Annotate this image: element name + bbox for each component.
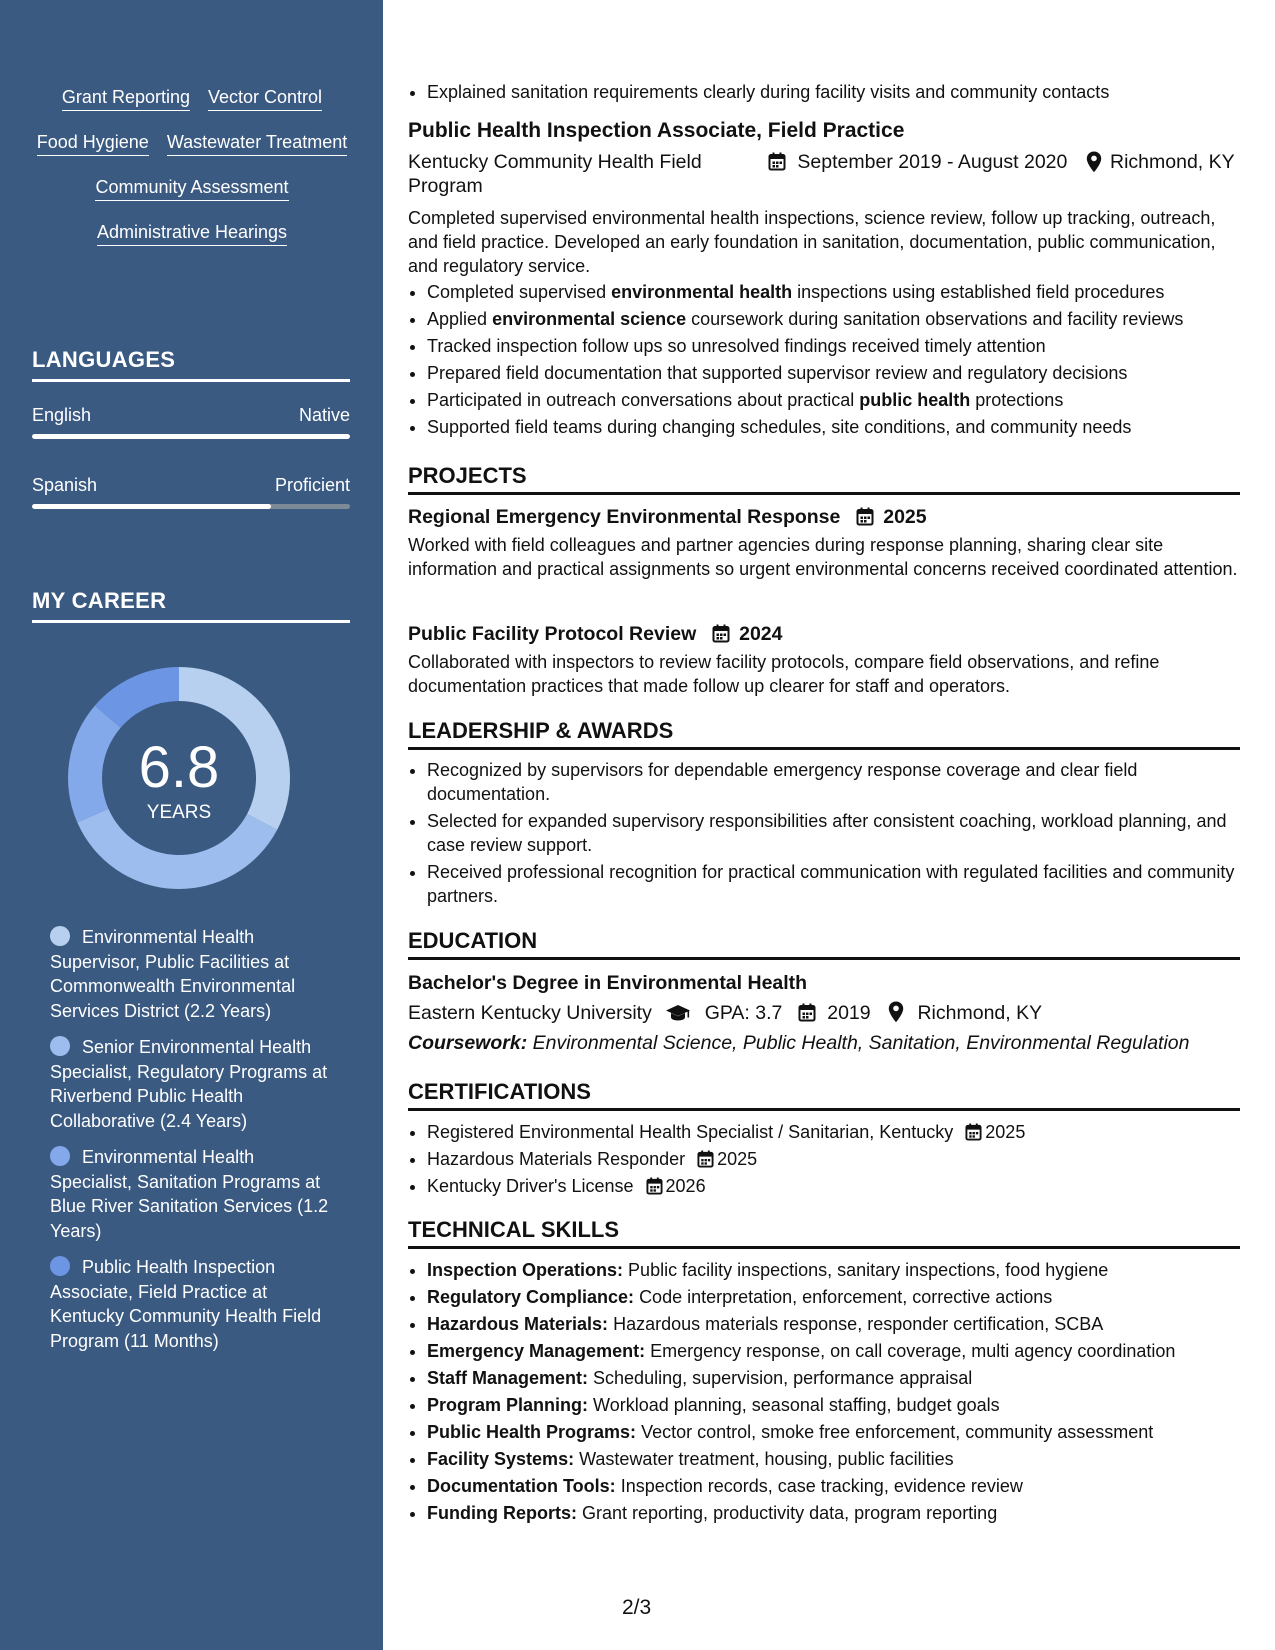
job-bullet <box>427 360 1240 387</box>
technical-skill-item <box>427 1500 1240 1527</box>
technical-skill-item <box>427 1473 1240 1500</box>
calendar-icon <box>712 624 730 643</box>
skill-values: Public facility inspections, sanitary inspections, food hygiene <box>628 1260 1109 1280</box>
technical-skills-heading: TECHNICAL SKILLS <box>408 1217 1240 1249</box>
calendar-icon <box>856 507 874 526</box>
career-total-value: 6.8 <box>138 735 220 800</box>
calendar-icon <box>697 1150 714 1168</box>
skill-tag[interactable]: Vector Control <box>208 86 322 111</box>
technical-skill-item <box>427 1365 1240 1392</box>
skill-category: Documentation Tools: <box>427 1476 616 1496</box>
language-bar-fill <box>32 434 350 439</box>
education-coursework <box>408 1030 1240 1056</box>
certification-name: Hazardous Materials Responder <box>427 1149 686 1169</box>
job-summary: Completed supervised environmental health inspections, science review, follow up tracking, outreach, and field practice. Developed an early foundation in sanitation, documentation, public communication, and regulatory service. <box>408 208 1216 276</box>
map-pin-icon <box>1086 151 1102 173</box>
skill-tag[interactable]: Grant Reporting <box>62 86 190 111</box>
project-title-line <box>408 504 1240 530</box>
career-item-text: Environmental Health Supervisor, Public Facilities at Commonwealth Environmental Services District (2.2 Years) <box>50 927 296 1021</box>
career-list <box>50 925 340 1365</box>
career-item <box>50 1255 340 1353</box>
job-bullet <box>427 306 1240 333</box>
skill-category: Staff Management: <box>427 1368 589 1388</box>
project-entry <box>408 621 1240 698</box>
career-dot-icon <box>50 926 70 946</box>
technical-skill-item <box>427 1311 1240 1338</box>
skill-category: Facility Systems: <box>427 1449 575 1469</box>
job-title: Public Health Inspection Associate, Field Practice <box>408 119 905 142</box>
calendar-icon <box>798 1003 816 1022</box>
project-year: 2025 <box>883 506 927 528</box>
calendar-icon <box>965 1123 982 1141</box>
bullet-text: coursework during sanitation observations and facility reviews <box>686 309 1184 329</box>
leadership-list <box>408 758 1240 911</box>
career-dot-icon <box>50 1146 70 1166</box>
skill-values: Vector control, smoke free enforcement, community assessment <box>641 1422 1154 1442</box>
language-level: Native <box>298 405 350 425</box>
job-entry <box>408 118 1240 441</box>
skill-values: Grant reporting, productivity data, program reporting <box>582 1503 998 1523</box>
language-level: Proficient <box>274 475 350 495</box>
job-location <box>1086 150 1236 198</box>
career-item-text: Public Health Inspection Associate, Field Practice at Kentucky Community Health Field Program (11 Months) <box>50 1257 322 1351</box>
skill-category: Emergency Management: <box>427 1341 646 1361</box>
certification-name: Kentucky Driver's License <box>427 1176 634 1196</box>
job-bullet <box>427 414 1240 441</box>
language-name: English <box>32 405 92 425</box>
bullet-text: Applied <box>427 309 493 329</box>
skill-category: Regulatory Compliance: <box>427 1287 635 1307</box>
certification-item <box>427 1146 1240 1173</box>
bullet-text: inspections using established field procedures <box>792 282 1165 302</box>
job-bullet <box>427 387 1240 414</box>
language-bar <box>32 504 350 509</box>
job-bullet <box>427 333 1240 360</box>
career-heading: MY CAREER <box>32 588 350 623</box>
projects-heading: PROJECTS <box>408 463 1240 495</box>
certification-year: 2026 <box>665 1176 706 1196</box>
leadership-item: • Received professional recognition for practical communication with regulated facilities and community partners. <box>427 860 1240 908</box>
technical-skill-item <box>427 1257 1240 1284</box>
skill-category: Hazardous Materials: <box>427 1314 609 1334</box>
career-item <box>50 925 340 1023</box>
language-spanish <box>32 474 350 509</box>
job-meta <box>408 150 1240 198</box>
language-bar-fill <box>32 504 271 509</box>
career-item-text: Senior Environmental Health Specialist, Regulatory Programs at Riverbend Public Health Collaborative (2.4 Years) <box>50 1037 328 1131</box>
language-english <box>32 404 350 439</box>
skill-values: Emergency response, on call coverage, multi agency coordination <box>650 1341 1176 1361</box>
bullet-text: Supported field teams during changing schedules, site conditions, and community needs <box>427 417 1132 437</box>
career-item-text: Environmental Health Specialist, Sanitation Programs at Blue River Sanitation Services (1.2 Years) <box>50 1147 329 1241</box>
certification-item <box>427 1173 1240 1200</box>
certification-item <box>427 1119 1240 1146</box>
skill-values: Hazardous materials response, responder certification, SCBA <box>613 1314 1104 1334</box>
leadership-item: • Recognized by supervisors for dependable emergency response coverage and clear field documentation. <box>427 758 1240 806</box>
skill-tag[interactable]: Wastewater Treatment <box>167 131 347 156</box>
education-degree: Bachelor's Degree in Environmental Health <box>408 972 808 994</box>
language-bar <box>32 434 350 439</box>
skill-values: Code interpretation, enforcement, corrective actions <box>639 1287 1053 1307</box>
certifications-list <box>408 1119 1240 1200</box>
certification-year: 2025 <box>985 1122 1026 1142</box>
project-title-line <box>408 621 1240 647</box>
education-entry <box>408 970 1240 1056</box>
technical-skill-item <box>427 1392 1240 1419</box>
technical-skill-item <box>427 1338 1240 1365</box>
job-bullet <box>427 279 1240 306</box>
project-entry <box>408 504 1240 581</box>
career-donut-segment <box>68 706 121 823</box>
education-location: Richmond, KY <box>917 1002 1043 1024</box>
skill-category: Program Planning: <box>427 1395 589 1415</box>
technical-skill-item <box>427 1419 1240 1446</box>
calendar-icon <box>646 1177 663 1195</box>
skill-category: Inspection Operations: <box>427 1260 624 1280</box>
education-year: 2019 <box>827 1002 871 1024</box>
job-location-text: Richmond, KY <box>1110 151 1235 173</box>
career-item <box>50 1035 340 1133</box>
career-donut-chart <box>66 665 292 891</box>
language-name: Spanish <box>32 475 98 495</box>
bullet-text: Participated in outreach conversations about practical <box>427 390 860 410</box>
skill-category: Public Health Programs: <box>427 1422 637 1442</box>
skill-tag[interactable]: Food Hygiene <box>37 131 149 156</box>
skill-tag[interactable]: Community Assessment <box>95 176 288 201</box>
bullet-text: Prepared field documentation that supported supervisor review and regulatory decisions <box>427 363 1128 383</box>
leadership-heading: LEADERSHIP & AWARDS <box>408 718 1240 750</box>
career-item <box>50 1145 340 1243</box>
coursework-label: Coursework: <box>408 1032 528 1054</box>
graduation-cap-icon <box>665 1004 691 1022</box>
certification-year: 2025 <box>717 1149 758 1169</box>
skill-category: Funding Reports: <box>427 1503 577 1523</box>
education-meta <box>408 1000 1240 1026</box>
education-gpa: GPA: 3.7 <box>704 1002 783 1024</box>
certifications-heading: CERTIFICATIONS <box>408 1079 1240 1111</box>
certification-name: Registered Environmental Health Specialist / Sanitarian, Kentucky <box>427 1122 954 1142</box>
bullet-text: protections <box>970 390 1064 410</box>
education-heading: EDUCATION <box>408 928 1240 960</box>
experience-continued <box>408 79 1240 106</box>
career-dot-icon <box>50 1256 70 1276</box>
languages-heading: LANGUAGES <box>32 347 350 382</box>
career-dot-icon <box>50 1036 70 1056</box>
career-total-unit: YEARS <box>146 802 212 823</box>
skill-values: Inspection records, case tracking, evidence review <box>620 1476 1023 1496</box>
map-pin-icon <box>888 1001 904 1023</box>
technical-skills-list <box>408 1257 1240 1527</box>
job-dates <box>768 150 1086 198</box>
job-dates-text: September 2019 - August 2020 <box>797 151 1068 173</box>
leadership-item: • Selected for expanded supervisory responsibilities after consistent coaching, workload planning, and case review support. <box>427 809 1240 857</box>
project-description: Worked with field colleagues and partner agencies during response planning, sharing clear site information and practical assignments so urgent environmental concerns received coordinated attention. <box>408 535 1238 579</box>
job-bullets <box>408 279 1240 441</box>
job-org: Kentucky Community Health Field Program <box>408 151 702 197</box>
education-school: Eastern Kentucky University <box>408 1002 652 1024</box>
coursework-text: Environmental Science, Public Health, Sanitation, Environmental Regulation <box>532 1032 1190 1054</box>
bullet-keyword: public health <box>859 390 971 410</box>
bullet-keyword: environmental health <box>611 282 793 302</box>
skill-values: Wastewater treatment, housing, public facilities <box>579 1449 954 1469</box>
project-year: 2024 <box>739 623 783 645</box>
skill-values: Workload planning, seasonal staffing, budget goals <box>593 1395 1000 1415</box>
calendar-icon <box>768 152 786 171</box>
technical-skill-item <box>427 1446 1240 1473</box>
bullet-keyword: environmental science <box>492 309 687 329</box>
project-title: Public Facility Protocol Review <box>408 623 697 645</box>
bullet-text: Completed supervised <box>427 282 612 302</box>
page-number: 2/3 <box>622 1596 652 1619</box>
skill-tags <box>32 86 352 246</box>
skill-tag[interactable]: Administrative Hearings <box>97 221 287 246</box>
project-title: Regional Emergency Environmental Response <box>408 506 841 528</box>
bullet-text: Tracked inspection follow ups so unresolved findings received timely attention <box>427 336 1046 356</box>
technical-skill-item <box>427 1284 1240 1311</box>
experience-bullet: • Explained sanitation requirements clearly during facility visits and community contacts <box>427 79 1240 106</box>
skill-values: Scheduling, supervision, performance appraisal <box>593 1368 973 1388</box>
sidebar <box>0 0 383 1650</box>
project-description: Collaborated with inspectors to review facility protocols, compare field observations, and refine documentation practices that made follow up clearer for staff and operators. <box>408 652 1160 696</box>
